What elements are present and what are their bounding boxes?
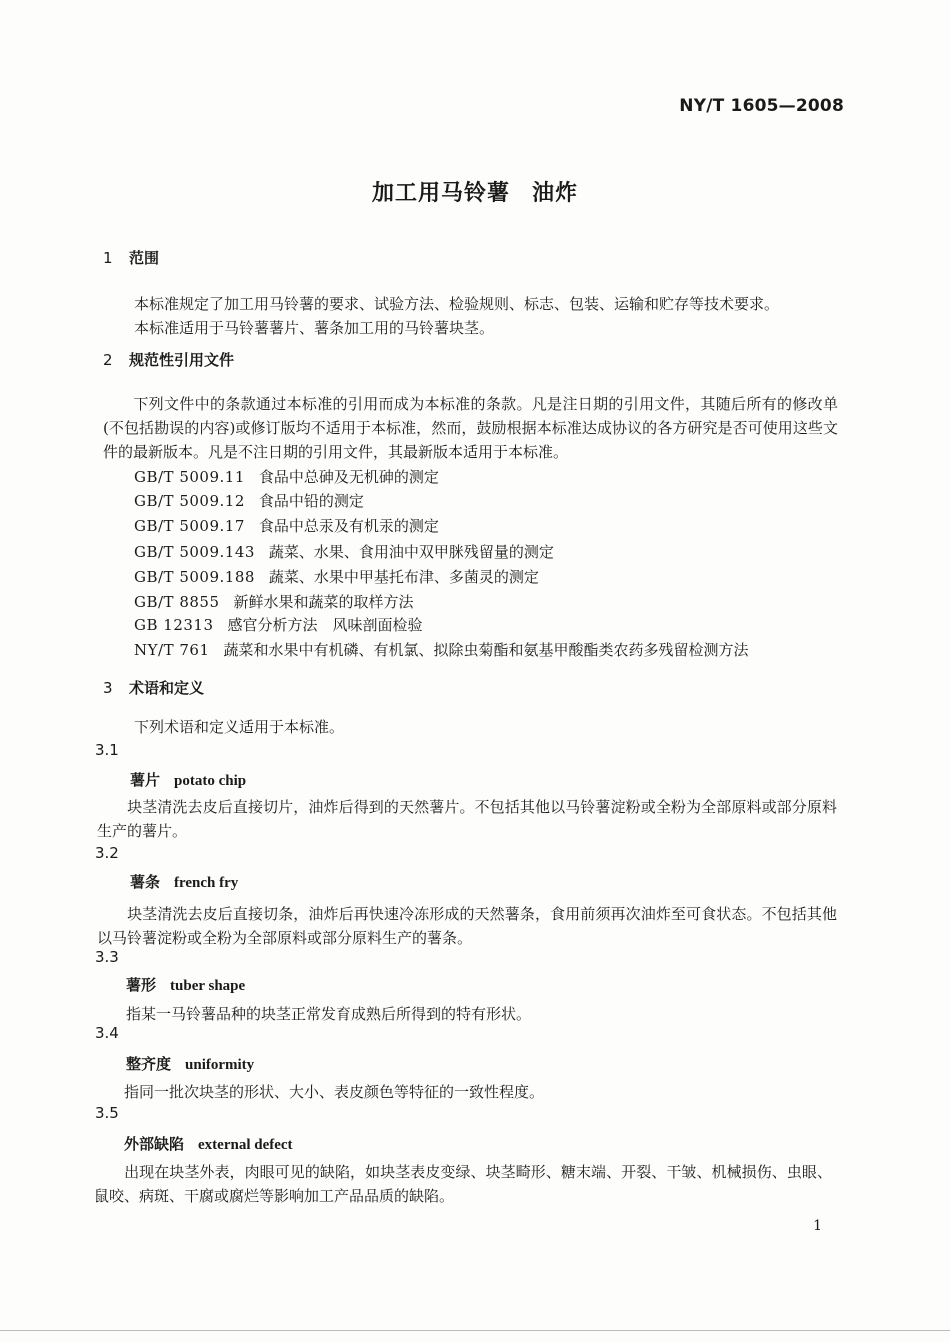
reference-title: 食品中总砷及无机砷的测定	[258, 468, 439, 486]
term-en: uniformity	[185, 1057, 255, 1073]
scope-paragraph-1: 本标准规定了加工用马铃薯的要求、试验方法、检验规则、标志、包装、运输和贮存等技术要求。	[134, 295, 780, 313]
term-heading	[130, 871, 238, 892]
term-definition: 指同一批次块茎的形状、大小、表皮颜色等特征的一致性程度。	[124, 1083, 545, 1101]
term-heading	[130, 769, 246, 790]
section-3-heading	[103, 677, 204, 698]
reference-code: GB/T 5009.143	[134, 543, 255, 561]
reference-code: GB/T 8855	[134, 593, 220, 611]
clause-number: 3.3	[95, 948, 119, 966]
title-main: 加工用马铃薯	[371, 181, 510, 206]
reference-item	[134, 614, 423, 635]
clause-number: 3.5	[95, 1104, 119, 1122]
normative-references-intro	[103, 392, 838, 464]
section-1-heading	[103, 247, 159, 268]
reference-item	[134, 639, 749, 660]
reference-code: NY/T 761	[134, 641, 210, 659]
definition-text: 块茎清洗去皮后直接切条，油炸后再快速冷冻形成的天然薯条，食用前须再次油炸至可食状态。不包括其他以马铃薯淀粉或全粉为全部原料或部分原料生产的薯条。	[97, 905, 837, 947]
document-code: NY/T 1605—2008	[679, 96, 844, 116]
reference-code: GB 12313	[134, 616, 214, 634]
term-zh: 薯形	[126, 976, 157, 994]
term-zh: 整齐度	[126, 1055, 172, 1073]
term-definition	[97, 795, 837, 843]
page-number: 1	[813, 1218, 822, 1234]
reference-title: 食品中铅的测定	[258, 492, 364, 510]
reference-item	[134, 566, 539, 587]
reference-title: 食品中总汞及有机汞的测定	[258, 517, 439, 535]
section-number: 2	[103, 351, 113, 369]
reference-item	[134, 515, 439, 536]
reference-item	[134, 490, 364, 511]
reference-item	[134, 541, 554, 562]
section-title: 规范性引用文件	[129, 351, 235, 369]
term-zh: 薯片	[130, 771, 161, 789]
term-definition	[94, 1160, 832, 1208]
page-bottom-edge	[0, 1330, 950, 1331]
section-title: 范围	[129, 249, 160, 267]
section-2-heading	[103, 349, 234, 370]
intro-text: 下列文件中的条款通过本标准的引用而成为本标准的条款。凡是注日期的引用文件，其随后所有的修改单(不包括勘误的内容)或修订版均不适用于本标准，然而，鼓励根据本标准达成协议的各方研究是否可使用这些文件的最新版本。凡是不注日期的引用文件，其最新版本适用于本标准。	[103, 395, 838, 461]
section-number: 3	[103, 679, 113, 697]
reference-code: GB/T 5009.12	[134, 492, 245, 510]
section-number: 1	[103, 249, 113, 267]
term-heading	[126, 1053, 254, 1074]
terms-intro: 下列术语和定义适用于本标准。	[134, 718, 345, 736]
reference-item	[134, 466, 439, 487]
reference-title: 蔬菜和水果中有机磷、有机氯、拟除虫菊酯和氨基甲酸酯类农药多残留检测方法	[223, 641, 749, 659]
title-sub: 油炸	[532, 181, 579, 206]
term-en: external defect	[198, 1137, 293, 1153]
reference-code: GB/T 5009.11	[134, 468, 245, 486]
clause-number: 3.4	[95, 1024, 119, 1042]
reference-title: 新鲜水果和蔬菜的取样方法	[233, 593, 414, 611]
term-zh: 外部缺陷	[124, 1135, 185, 1153]
scope-paragraph-2: 本标准适用于马铃薯薯片、薯条加工用的马铃薯块茎。	[134, 319, 495, 337]
section-title: 术语和定义	[129, 679, 205, 697]
reference-title: 蔬菜、水果中甲基托布津、多菌灵的测定	[268, 568, 539, 586]
term-definition	[97, 902, 837, 950]
term-en: french fry	[174, 875, 239, 891]
reference-code: GB/T 5009.17	[134, 517, 245, 535]
reference-title: 感官分析方法 风味剖面检验	[227, 616, 423, 634]
term-zh: 薯条	[130, 873, 161, 891]
term-en: tuber shape	[170, 978, 246, 994]
clause-number: 3.2	[95, 844, 119, 862]
clause-number: 3.1	[95, 741, 119, 759]
term-en: potato chip	[174, 773, 247, 789]
term-definition: 指某一马铃薯品种的块茎正常发育成熟后所得到的特有形状。	[126, 1005, 532, 1023]
definition-text: 块茎清洗去皮后直接切片，油炸后得到的天然薯片。不包括其他以马铃薯淀粉或全粉为全部原料或部分原料生产的薯片。	[97, 798, 837, 840]
reference-code: GB/T 5009.188	[134, 568, 255, 586]
term-heading	[124, 1133, 293, 1154]
term-heading	[126, 974, 245, 995]
document-title	[0, 176, 950, 207]
definition-text: 出现在块茎外表，肉眼可见的缺陷，如块茎表皮变绿、块茎畸形、糖末端、开裂、干皱、机械损伤、虫眼、鼠咬、病斑、干腐或腐烂等影响加工产品品质的缺陷。	[94, 1163, 832, 1205]
reference-title: 蔬菜、水果、食用油中双甲脒残留量的测定	[268, 543, 554, 561]
reference-item	[134, 591, 414, 612]
